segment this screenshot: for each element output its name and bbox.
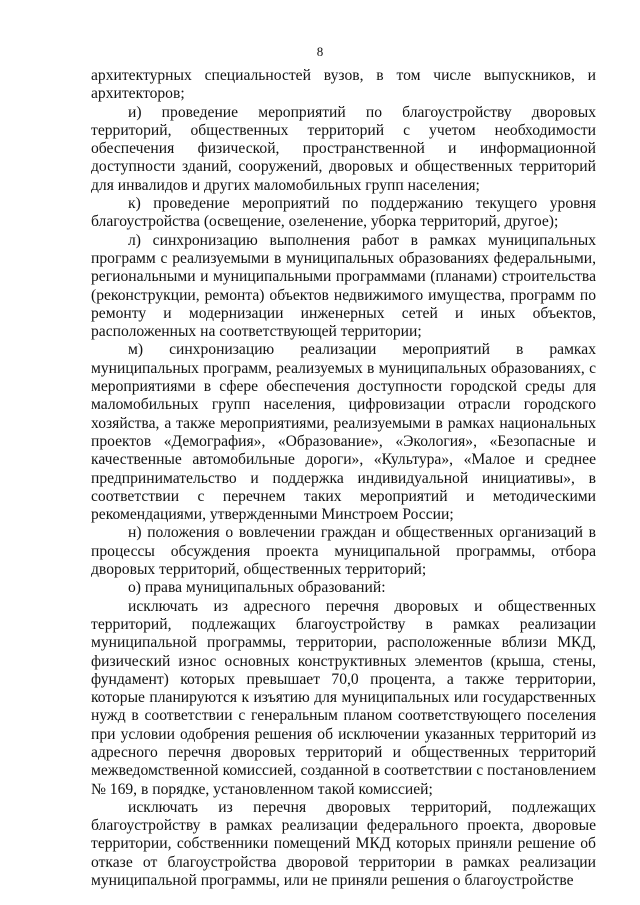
paragraph-continuation: архитектурных специальностей вузов, в том числе выпускников, и архитекторов;	[91, 67, 596, 103]
paragraph-item-i: и) проведение мероприятий по благоустройству дворовых территорий, общественных территорий с учетом необходимости обеспечения физической, пространственной и информационной доступности зданий, сооружений, дворовых и общественных территорий для инвалидов и других маломобильных групп населения;	[91, 103, 596, 194]
paragraph-item-n: н) положения о вовлечении граждан и общественных организаций в процессы обсуждения проекта муниципальной программы, отбора дворовых территорий, общественных территорий;	[91, 524, 596, 579]
paragraph-item-o: о) права муниципальных образований:	[128, 579, 386, 597]
page-number: 8	[316, 44, 324, 59]
paragraph-item-m: м) синхронизацию реализации мероприятий в рамках муниципальных программ, реализуемых в муниципальных образованиях, с мероприятиями в сфере обеспечения доступности городской среды для маломобильных групп населения, цифровизации отрасли городского хозяйства, а также мероприятиями, реализуемыми в рамках национальных проектов «Демография», «Образование», «Экология», «Безопасные и качественные автомобильные дороги», «Культура», «Малое и среднее предпринимательство и поддержка индивидуальной инициативы», в соответствии с перечнем таких мероприятий и методическими рекомендациями, утвержденными Минстроем России;	[91, 341, 596, 524]
paragraph-exclude-yard-list: исключать из перечня дворовых территорий, подлежащих благоустройству в рамках реализации федерального проекта, дворовые территории, собственники помещений МКД которых приняли решение об отказе от благоустройства дворовой территории в рамках реализации муниципальной программы, или не приняли решения о благоустройстве	[91, 798, 596, 890]
paragraph-item-k: к) проведение мероприятий по поддержанию текущего уровня благоустройства (освещение, озеленение, уборка территорий, другое);	[91, 195, 596, 231]
paragraph-exclude-address-list: исключать из адресного перечня дворовых и общественных территорий, подлежащих благоустройству в рамках реализации муниципальной программы, территории, расположенные вблизи МКД, физический износ основных конструктивных элементов (крыша, стены, фундамент) которых превышает 70,0 процента, а также территории, которые планируются к изъятию для муниципальных или государственных нужд в соответствии с генеральным планом соответствующего поселения при условии одобрения решения об исключении указанных территорий из адресного перечня дворовых территорий и общественных территорий межведомственной комиссией, созданной в соответствии с постановлением № 169, в порядке, установленном такой комиссией;	[91, 597, 596, 798]
paragraph-item-l: л) синхронизацию выполнения работ в рамках муниципальных программ с реализуемыми в муниципальных образованиях федеральными, региональными и муниципальными программами (планами) строительства (реконструкции, ремонта) объектов недвижимого имущества, программ по ремонту и модернизации инженерных сетей и иных объектов, расположенных на соответствующей территории;	[91, 231, 596, 341]
document-body	[91, 67, 596, 890]
